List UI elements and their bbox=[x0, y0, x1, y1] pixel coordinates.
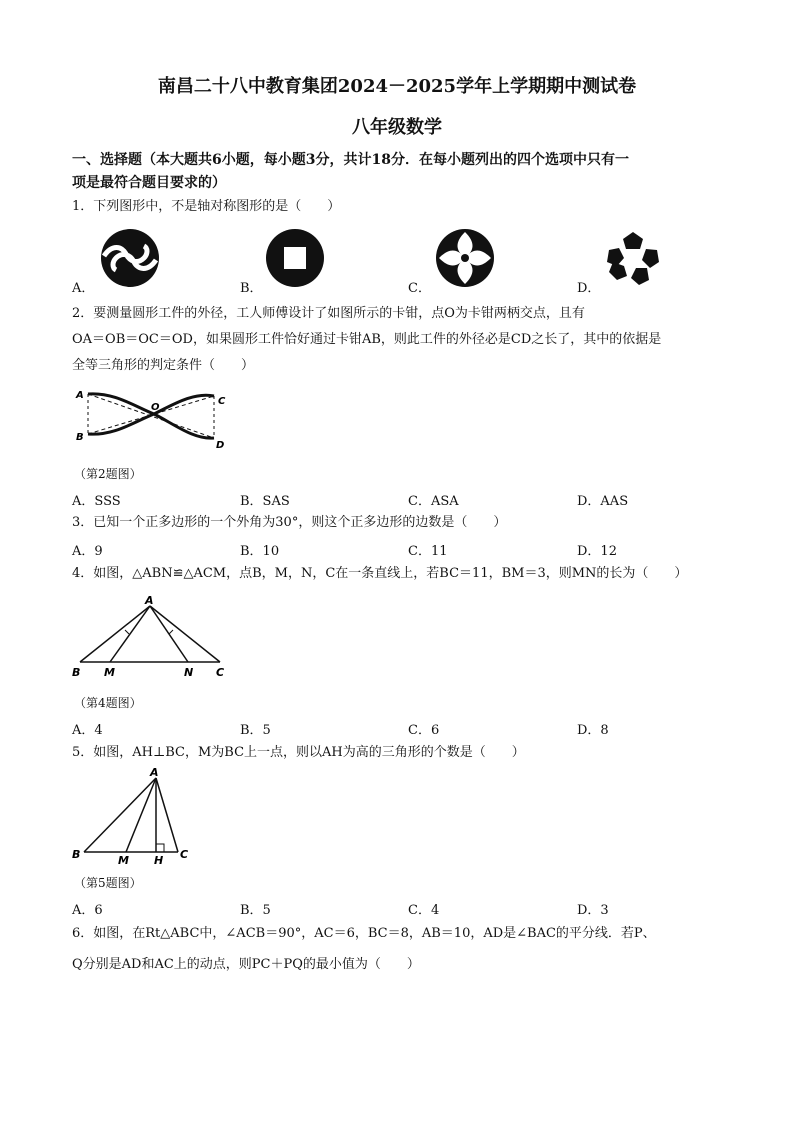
square-hole-coin-icon bbox=[265, 228, 325, 288]
q3-stem: 3．已知一个正多边形的一个外角为30°，则这个正多边形的边数是（ ） bbox=[72, 515, 507, 530]
q2-label-o: O bbox=[151, 402, 160, 413]
q2-line2: OA＝OB＝OC＝OD，如果圆形工件恰好通过卡钳AB，则此工件的外径必是CD之长了，其中的依据是 bbox=[72, 332, 662, 347]
q4-option-d[interactable]: D．8 bbox=[577, 723, 609, 738]
q2-option-b[interactable]: B．SAS bbox=[240, 494, 290, 509]
q6-line2: Q分别是AD和AC上的动点，则PC＋PQ的最小值为（ ） bbox=[72, 957, 420, 972]
q2-option-d[interactable]: D．AAS bbox=[577, 494, 629, 509]
q3-option-b[interactable]: B．10 bbox=[240, 544, 280, 559]
q4-label-c: C bbox=[216, 666, 225, 679]
q2-label-b: B bbox=[76, 432, 84, 443]
q4-label-b: B bbox=[72, 666, 81, 679]
q5-triangle-figure bbox=[70, 766, 200, 866]
q5-caption: （第5题图） bbox=[74, 876, 142, 890]
section-heading-line1: 一、选择题（本大题共6小题，每小题3分，共计18分．在每小题列出的四个选项中只有一 bbox=[72, 152, 629, 168]
q4-option-c[interactable]: C．6 bbox=[408, 723, 440, 738]
q2-line1: 2．要测量圆形工件的外径，工人师傅设计了如图所示的卡钳，点O为卡钳两柄交点，且有 bbox=[72, 306, 585, 321]
q3-option-c[interactable]: C．11 bbox=[408, 544, 448, 559]
q4-label-m: M bbox=[104, 666, 115, 679]
q4-label-a: A bbox=[145, 594, 154, 607]
q5-label-h: H bbox=[154, 854, 164, 866]
q5-option-c[interactable]: C．4 bbox=[408, 903, 440, 918]
q1-option-d[interactable]: D． bbox=[577, 281, 601, 296]
q4-triangle-figure bbox=[70, 594, 240, 684]
q5-stem: 5．如图，AH⊥BC，M为BC上一点，则以AH为高的三角形的个数是（ ） bbox=[72, 745, 525, 760]
q4-stem: 4．如图，△ABN≌△ACM，点B，M，N，C在一条直线上，若BC＝11，BM＝3，则MN的长为（ ） bbox=[72, 566, 688, 581]
q1-option-c[interactable]: C． bbox=[408, 281, 431, 296]
q5-option-a[interactable]: A．6 bbox=[72, 903, 103, 918]
q5-label-c: C bbox=[180, 848, 189, 861]
q4-label-n: N bbox=[184, 666, 194, 679]
q1-option-a[interactable]: A． bbox=[72, 281, 95, 296]
q2-option-c[interactable]: C．ASA bbox=[408, 494, 459, 509]
four-petal-circle-icon bbox=[435, 228, 495, 288]
taiji-like-icon bbox=[100, 228, 160, 288]
q1-option-b[interactable]: B． bbox=[240, 281, 263, 296]
q5-option-d[interactable]: D．3 bbox=[577, 903, 609, 918]
q2-label-a: A bbox=[76, 390, 84, 401]
q2-option-a[interactable]: A．SSS bbox=[72, 494, 121, 509]
q4-option-a[interactable]: A．4 bbox=[72, 723, 103, 738]
q1-stem: 1．下列图形中，不是轴对称图形的是（ ） bbox=[72, 199, 341, 214]
caliper-figure bbox=[74, 384, 234, 454]
section-heading-line2: 项是最符合题目要求的） bbox=[72, 175, 226, 191]
q3-option-d[interactable]: D．12 bbox=[577, 544, 617, 559]
q6-line1: 6．如图，在Rt△ABC中，∠ACB＝90°，AC＝6，BC＝8，AB＝10，AD是∠BAC的平分线．若P、 bbox=[72, 926, 656, 941]
q5-option-b[interactable]: B．5 bbox=[240, 903, 271, 918]
q2-label-d: D bbox=[216, 440, 225, 451]
exam-subtitle: 八年级数学 bbox=[352, 117, 442, 138]
pentagon-flower-icon bbox=[605, 230, 661, 286]
q2-label-c: C bbox=[218, 396, 226, 407]
q5-label-b: B bbox=[72, 848, 81, 861]
q4-option-b[interactable]: B．5 bbox=[240, 723, 271, 738]
q2-line3: 全等三角形的判定条件（ ） bbox=[72, 358, 255, 373]
q5-label-a: A bbox=[150, 766, 159, 779]
q3-option-a[interactable]: A．9 bbox=[72, 544, 103, 559]
exam-title: 南昌二十八中教育集团2024－2025学年上学期期中测试卷 bbox=[157, 76, 637, 97]
q4-caption: （第4题图） bbox=[74, 696, 142, 710]
q5-label-m: M bbox=[118, 854, 129, 866]
q2-caption: （第2题图） bbox=[74, 467, 142, 481]
